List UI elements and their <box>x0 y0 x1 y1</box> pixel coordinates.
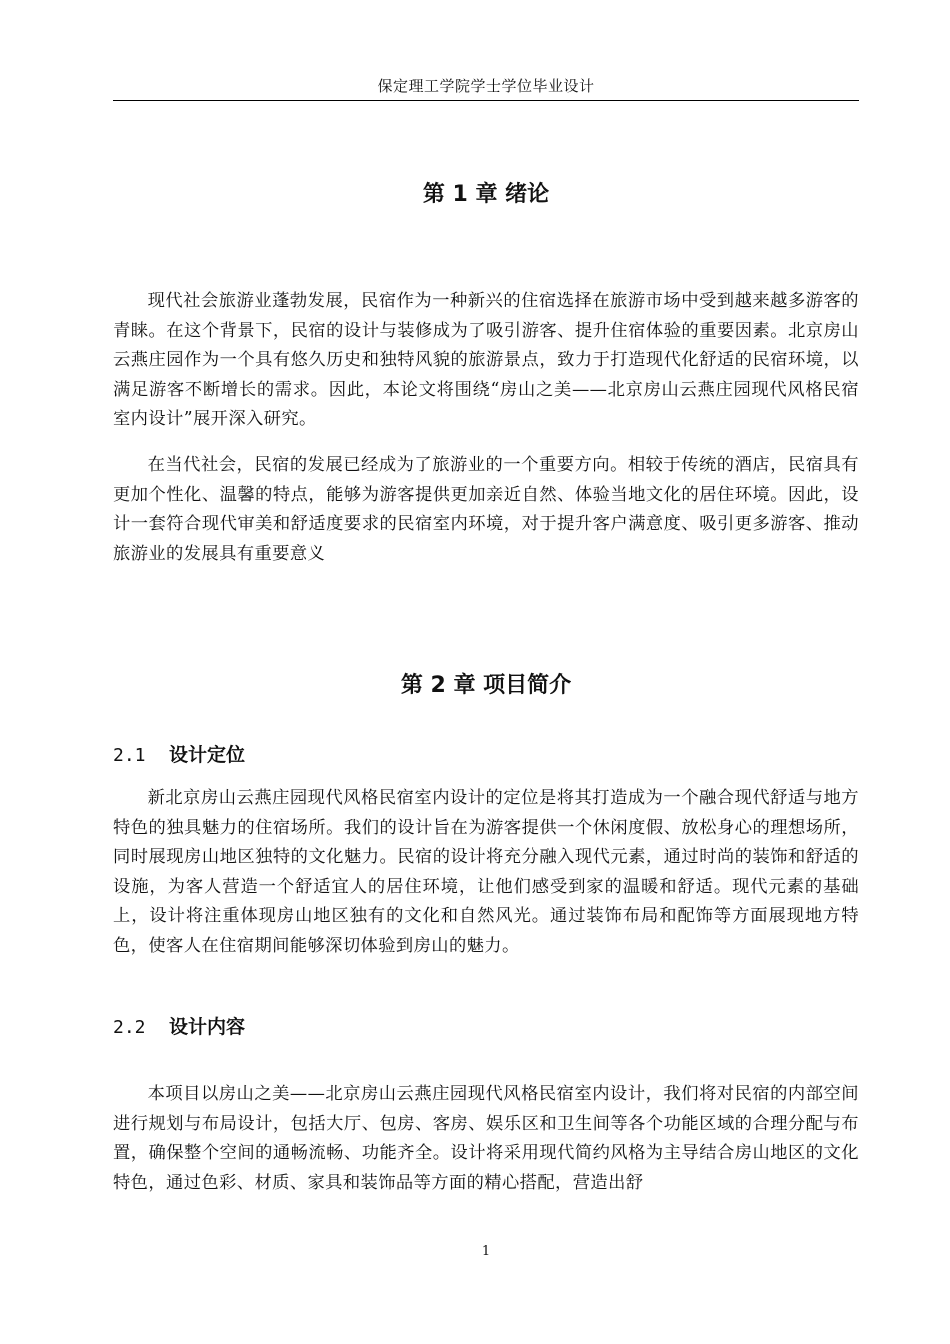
header-rule <box>113 100 859 101</box>
section-title: 设计定位 <box>169 744 246 766</box>
chapter-2-title: 第 2 章 项目简介 <box>400 673 572 698</box>
section-number: 2.2 <box>113 1017 146 1038</box>
section-2-1-heading <box>113 742 859 769</box>
chapter-1-paragraph-2: 在当代社会，民宿的发展已经成为了旅游业的一个重要方向。相较于传统的酒店，民宿具有更加个性化、温馨的特点，能够为游客提供更加亲近自然、体验当地文化的居住环境。因此，设计一套符合现代审美和舒适度要求的民宿室内环境，对于提升客户满意度、吸引更多游客、推动旅游业的发展具有重要意义 <box>113 455 859 564</box>
section-2-2-heading <box>113 1014 859 1041</box>
section-2-2-paragraph: 本项目以房山之美——北京房山云燕庄园现代风格民宿室内设计，我们将对民宿的内部空间进行规划与布局设计，包括大厅、包房、客房、娱乐区和卫生间等各个功能区域的合理分配与布置，确保整个空间的通畅流畅、功能齐全。设计将采用现代简约风格为主导结合房山地区的文化特色，通过色彩、材质、家具和装饰品等方面的精心搭配，营造出舒 <box>113 1084 859 1193</box>
chapter-1-paragraph-1: 现代社会旅游业蓬勃发展，民宿作为一种新兴的住宿选择在旅游市场中受到越来越多游客的青睐。在这个背景下，民宿的设计与装修成为了吸引游客、提升住宿体验的重要因素。北京房山云燕庄园作为一个具有悠久历史和独特风貌的旅游景点，致力于打造现代化舒适的民宿环境，以满足游客不断增长的需求。因此，本论文将围绕“房山之美——北京房山云燕庄园现代风格民宿室内设计”展开深入研究。 <box>113 291 859 429</box>
page-number: 1 <box>481 1244 491 1259</box>
chapter-1-title: 第 1 章 绪论 <box>422 182 550 207</box>
section-2-1-paragraph: 新北京房山云燕庄园现代风格民宿室内设计的定位是将其打造成为一个融合现代舒适与地方特色的独具魅力的住宿场所。我们的设计旨在为游客提供一个休闲度假、放松身心的理想场所，同时展现房山地区独特的文化魅力。民宿的设计将充分融入现代元素，通过时尚的装饰和舒适的设施，为客人营造一个舒适宜人的居住环境，让他们感受到家的温暖和舒适。现代元素的基础上，设计将注重体现房山地区独有的文化和自然风光。通过装饰布局和配饰等方面展现地方特色，使客人在住宿期间能够深切体验到房山的魅力。 <box>113 788 859 956</box>
section-number: 2.1 <box>113 745 146 766</box>
running-header: 保定理工学院学士学位毕业设计 <box>377 77 595 95</box>
section-title: 设计内容 <box>169 1016 246 1038</box>
